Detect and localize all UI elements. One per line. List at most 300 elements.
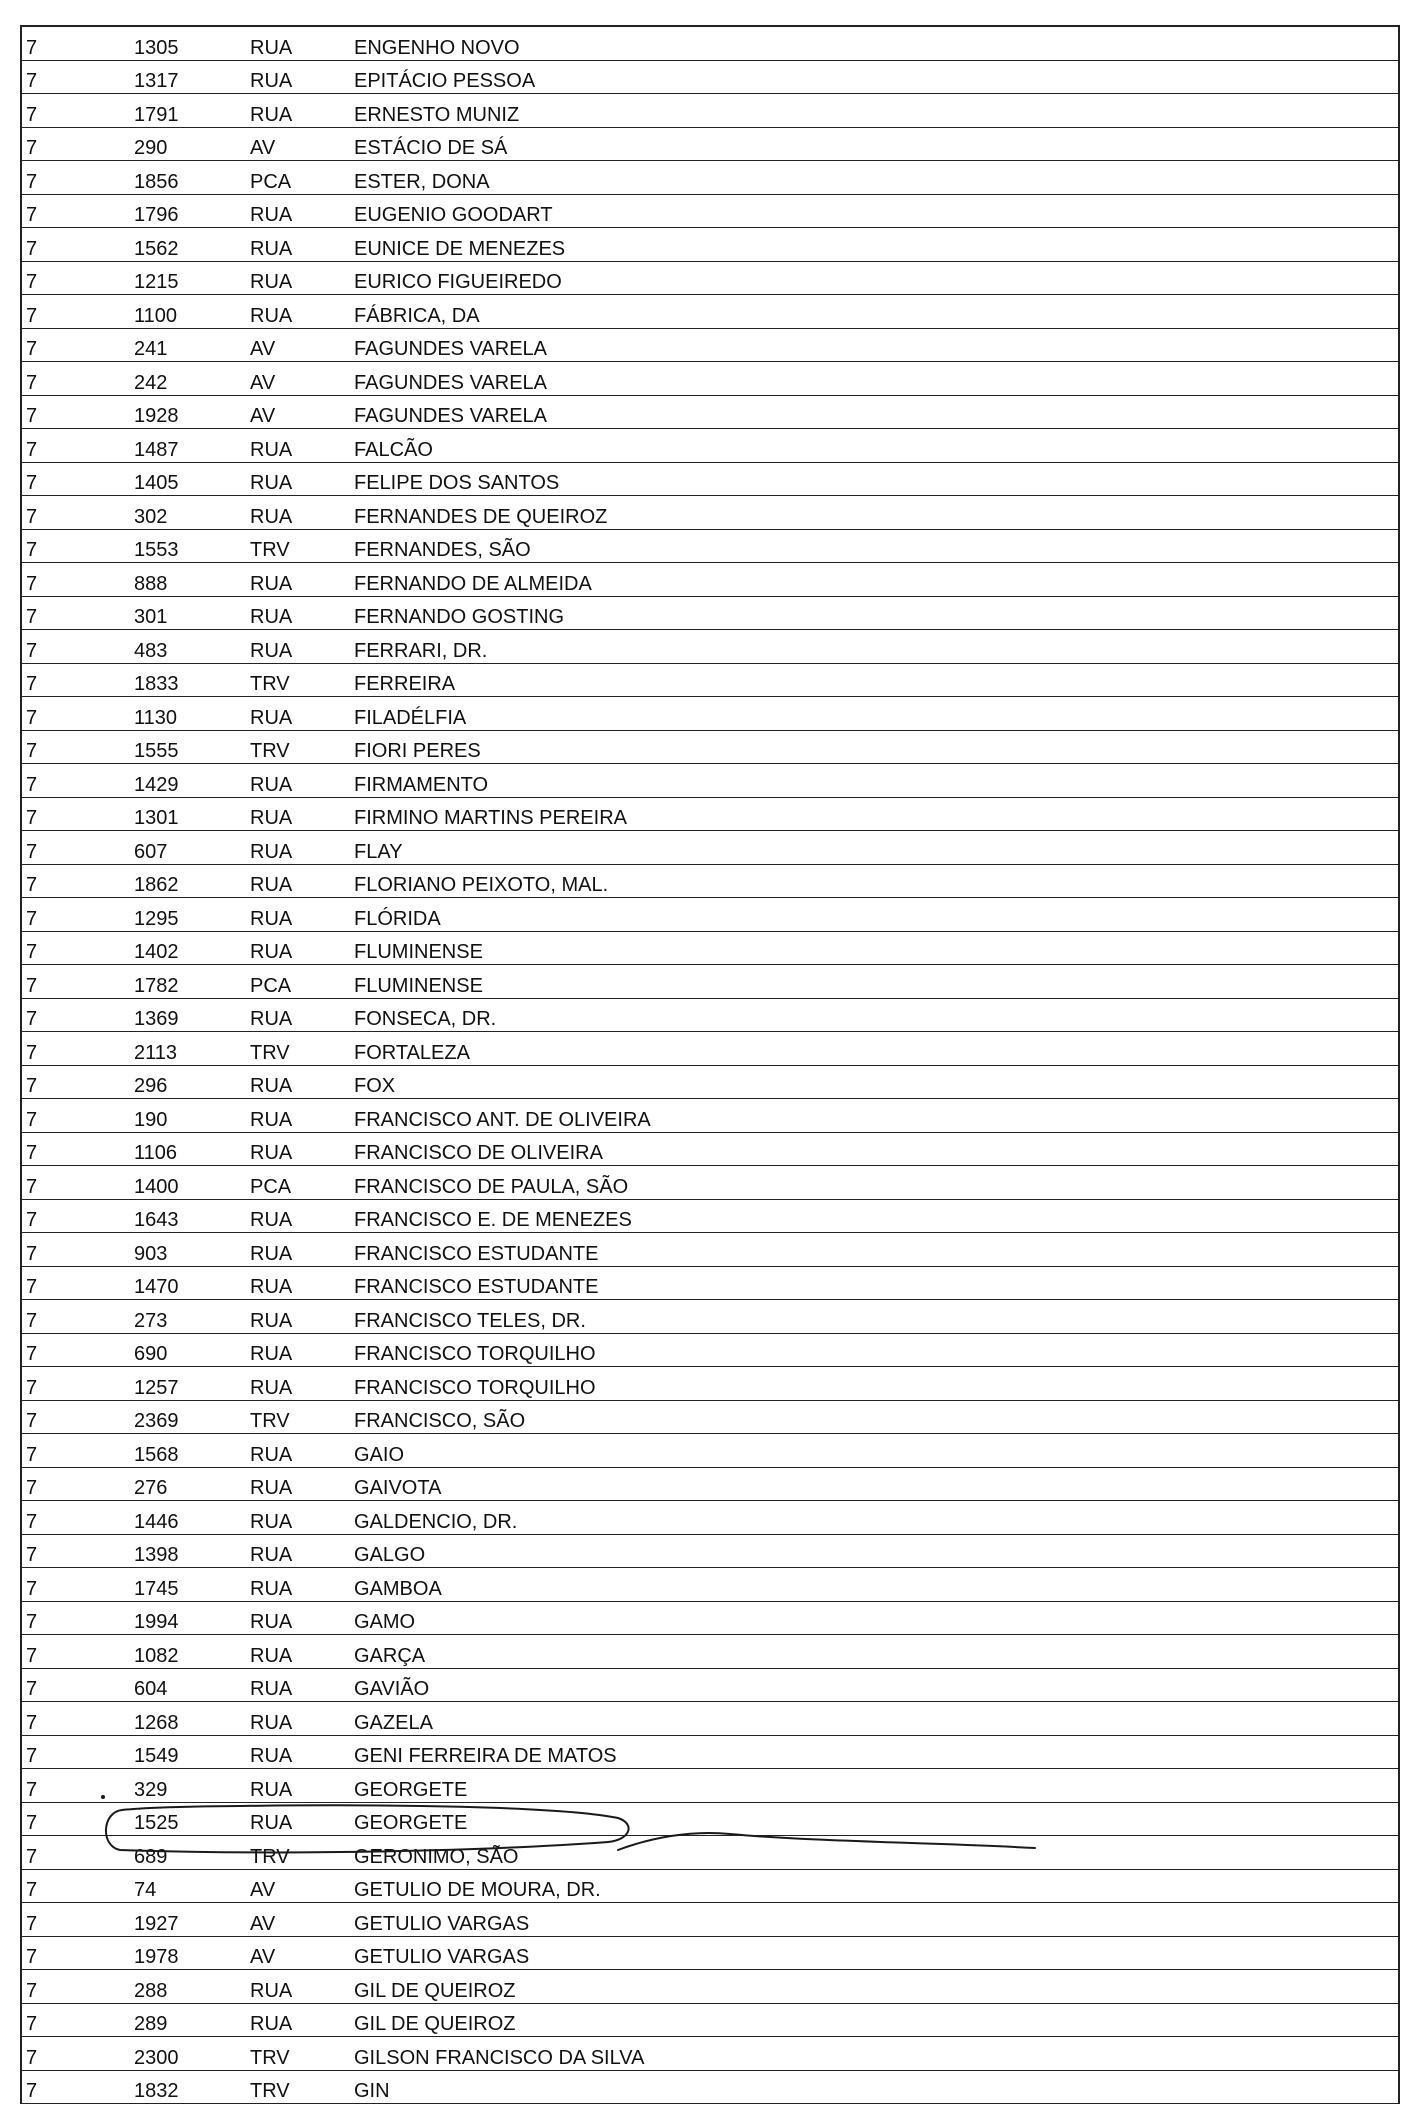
street-name-cell: GIL DE QUEIROZ xyxy=(348,1970,1399,2004)
code-cell: 2113 xyxy=(118,1032,244,1066)
street-name-cell: GARÇA xyxy=(348,1635,1399,1669)
zone-cell: 7 xyxy=(21,1869,118,1903)
table-row xyxy=(21,965,1399,999)
street-type-cell: RUA xyxy=(244,1300,348,1334)
street-type-cell: AV xyxy=(244,1869,348,1903)
zone-cell: 7 xyxy=(21,194,118,228)
zone-cell: 7 xyxy=(21,1132,118,1166)
street-name-cell: FÁBRICA, DA xyxy=(348,295,1399,329)
street-type-cell: AV xyxy=(244,328,348,362)
code-cell: 1398 xyxy=(118,1534,244,1568)
street-name-cell: GALGO xyxy=(348,1534,1399,1568)
street-type-cell: RUA xyxy=(244,1065,348,1099)
zone-cell: 7 xyxy=(21,395,118,429)
street-name-cell: GILSON FRANCISCO DA SILVA xyxy=(348,2037,1399,2071)
table-row xyxy=(21,2037,1399,2071)
street-type-cell: PCA xyxy=(244,161,348,195)
code-cell: 1862 xyxy=(118,864,244,898)
street-name-cell: FERNANDES, SÃO xyxy=(348,529,1399,563)
street-name-cell: FIRMAMENTO xyxy=(348,764,1399,798)
street-name-cell: GEORGETE xyxy=(348,1802,1399,1836)
street-name-cell: FAGUNDES VARELA xyxy=(348,328,1399,362)
code-cell: 1782 xyxy=(118,965,244,999)
street-name-cell: FILADÉLFIA xyxy=(348,697,1399,731)
street-type-cell: TRV xyxy=(244,663,348,697)
street-type-cell: TRV xyxy=(244,1032,348,1066)
street-type-cell: RUA xyxy=(244,1367,348,1401)
street-type-cell: RUA xyxy=(244,1501,348,1535)
street-type-cell: RUA xyxy=(244,1266,348,1300)
table-row xyxy=(21,1400,1399,1434)
street-list-table xyxy=(20,25,1400,2104)
zone-cell: 7 xyxy=(21,529,118,563)
code-cell: 1994 xyxy=(118,1601,244,1635)
street-name-cell: FELIPE DOS SANTOS xyxy=(348,462,1399,496)
code-cell: 1928 xyxy=(118,395,244,429)
table-row xyxy=(21,1367,1399,1401)
table-row xyxy=(21,462,1399,496)
street-name-cell: GAMBOA xyxy=(348,1568,1399,1602)
street-name-cell: GAVIÃO xyxy=(348,1668,1399,1702)
code-cell: 903 xyxy=(118,1233,244,1267)
table-row xyxy=(21,1836,1399,1870)
street-name-cell: GALDENCIO, DR. xyxy=(348,1501,1399,1535)
table-row xyxy=(21,1802,1399,1836)
street-name-cell: FONSECA, DR. xyxy=(348,998,1399,1032)
street-type-cell: RUA xyxy=(244,797,348,831)
table-row xyxy=(21,1601,1399,1635)
zone-cell: 7 xyxy=(21,1903,118,1937)
code-cell: 242 xyxy=(118,362,244,396)
street-type-cell: RUA xyxy=(244,1802,348,1836)
table-row xyxy=(21,1501,1399,1535)
street-type-cell: RUA xyxy=(244,1970,348,2004)
street-type-cell: RUA xyxy=(244,462,348,496)
street-type-cell: RUA xyxy=(244,1668,348,1702)
street-type-cell: RUA xyxy=(244,2003,348,2037)
code-cell: 1257 xyxy=(118,1367,244,1401)
zone-cell: 7 xyxy=(21,60,118,94)
code-cell: 1791 xyxy=(118,94,244,128)
table-row xyxy=(21,1199,1399,1233)
zone-cell: 7 xyxy=(21,630,118,664)
code-cell: 1549 xyxy=(118,1735,244,1769)
zone-cell: 7 xyxy=(21,328,118,362)
zone-cell: 7 xyxy=(21,1702,118,1736)
street-name-cell: FAGUNDES VARELA xyxy=(348,395,1399,429)
code-cell: 1555 xyxy=(118,730,244,764)
zone-cell: 7 xyxy=(21,127,118,161)
code-cell: 1446 xyxy=(118,1501,244,1535)
table-row xyxy=(21,1166,1399,1200)
street-type-cell: TRV xyxy=(244,1400,348,1434)
street-name-cell: FERNANDES DE QUEIROZ xyxy=(348,496,1399,530)
code-cell: 1832 xyxy=(118,2070,244,2104)
code-cell: 1295 xyxy=(118,898,244,932)
street-type-cell: RUA xyxy=(244,1568,348,1602)
street-type-cell: RUA xyxy=(244,60,348,94)
zone-cell: 7 xyxy=(21,1601,118,1635)
street-type-cell: RUA xyxy=(244,26,348,60)
table-row xyxy=(21,730,1399,764)
zone-cell: 7 xyxy=(21,1400,118,1434)
street-type-cell: RUA xyxy=(244,228,348,262)
street-name-cell: FRANCISCO E. DE MENEZES xyxy=(348,1199,1399,1233)
code-cell: 329 xyxy=(118,1769,244,1803)
table-row xyxy=(21,127,1399,161)
zone-cell: 7 xyxy=(21,1166,118,1200)
street-type-cell: RUA xyxy=(244,1199,348,1233)
table-row xyxy=(21,998,1399,1032)
code-cell: 1106 xyxy=(118,1132,244,1166)
street-type-cell: PCA xyxy=(244,1166,348,1200)
zone-cell: 7 xyxy=(21,1333,118,1367)
street-name-cell: FLÓRIDA xyxy=(348,898,1399,932)
street-name-cell: EURICO FIGUEIREDO xyxy=(348,261,1399,295)
zone-cell: 7 xyxy=(21,1635,118,1669)
street-name-cell: FLUMINENSE xyxy=(348,965,1399,999)
table-row xyxy=(21,1668,1399,1702)
table-row xyxy=(21,596,1399,630)
street-type-cell: RUA xyxy=(244,998,348,1032)
table-row xyxy=(21,1099,1399,1133)
table-row xyxy=(21,764,1399,798)
street-name-cell: GENI FERREIRA DE MATOS xyxy=(348,1735,1399,1769)
street-type-cell: TRV xyxy=(244,1836,348,1870)
table-row xyxy=(21,328,1399,362)
table-row xyxy=(21,1702,1399,1736)
zone-cell: 7 xyxy=(21,831,118,865)
table-row xyxy=(21,697,1399,731)
zone-cell: 7 xyxy=(21,730,118,764)
code-cell: 1100 xyxy=(118,295,244,329)
table-row xyxy=(21,1300,1399,1334)
street-type-cell: RUA xyxy=(244,596,348,630)
street-name-cell: GETULIO DE MOURA, DR. xyxy=(348,1869,1399,1903)
street-type-cell: AV xyxy=(244,127,348,161)
street-name-cell: ESTÁCIO DE SÁ xyxy=(348,127,1399,161)
table-row xyxy=(21,496,1399,530)
table-row xyxy=(21,630,1399,664)
street-name-cell: FLORIANO PEIXOTO, MAL. xyxy=(348,864,1399,898)
code-cell: 1927 xyxy=(118,1903,244,1937)
street-name-cell: ENGENHO NOVO xyxy=(348,26,1399,60)
street-name-cell: FORTALEZA xyxy=(348,1032,1399,1066)
street-name-cell: EUGENIO GOODART xyxy=(348,194,1399,228)
zone-cell: 7 xyxy=(21,965,118,999)
street-name-cell: ERNESTO MUNIZ xyxy=(348,94,1399,128)
street-name-cell: FAGUNDES VARELA xyxy=(348,362,1399,396)
street-name-cell: GETULIO VARGAS xyxy=(348,1903,1399,1937)
street-name-cell: GERONIMO, SÃO xyxy=(348,1836,1399,1870)
street-name-cell: GAMO xyxy=(348,1601,1399,1635)
zone-cell: 7 xyxy=(21,1099,118,1133)
table-row xyxy=(21,1869,1399,1903)
zone-cell: 7 xyxy=(21,2037,118,2071)
street-type-cell: RUA xyxy=(244,1702,348,1736)
zone-cell: 7 xyxy=(21,697,118,731)
street-type-cell: RUA xyxy=(244,697,348,731)
zone-cell: 7 xyxy=(21,797,118,831)
zone-cell: 7 xyxy=(21,1266,118,1300)
zone-cell: 7 xyxy=(21,496,118,530)
code-cell: 1268 xyxy=(118,1702,244,1736)
zone-cell: 7 xyxy=(21,596,118,630)
code-cell: 1487 xyxy=(118,429,244,463)
code-cell: 289 xyxy=(118,2003,244,2037)
table-row xyxy=(21,1903,1399,1937)
street-name-cell: FRANCISCO ESTUDANTE xyxy=(348,1266,1399,1300)
table-row xyxy=(21,529,1399,563)
table-row xyxy=(21,1032,1399,1066)
zone-cell: 7 xyxy=(21,1233,118,1267)
zone-cell: 7 xyxy=(21,1970,118,2004)
street-type-cell: RUA xyxy=(244,1467,348,1501)
table-row xyxy=(21,429,1399,463)
street-type-cell: AV xyxy=(244,362,348,396)
street-name-cell: ESTER, DONA xyxy=(348,161,1399,195)
street-type-cell: RUA xyxy=(244,1769,348,1803)
code-cell: 296 xyxy=(118,1065,244,1099)
zone-cell: 7 xyxy=(21,663,118,697)
street-name-cell: FRANCISCO TORQUILHO xyxy=(348,1333,1399,1367)
street-type-cell: AV xyxy=(244,395,348,429)
street-type-cell: RUA xyxy=(244,1132,348,1166)
table-row xyxy=(21,1233,1399,1267)
code-cell: 2369 xyxy=(118,1400,244,1434)
street-type-cell: RUA xyxy=(244,1601,348,1635)
street-name-cell: FRANCISCO DE PAULA, SÃO xyxy=(348,1166,1399,1200)
table-row xyxy=(21,831,1399,865)
code-cell: 276 xyxy=(118,1467,244,1501)
street-name-cell: FRANCISCO TELES, DR. xyxy=(348,1300,1399,1334)
street-type-cell: RUA xyxy=(244,931,348,965)
table-row xyxy=(21,1434,1399,1468)
street-name-cell: FIORI PERES xyxy=(348,730,1399,764)
table-row xyxy=(21,194,1399,228)
street-type-cell: TRV xyxy=(244,529,348,563)
street-type-cell: AV xyxy=(244,1936,348,1970)
street-type-cell: TRV xyxy=(244,730,348,764)
street-name-cell: FRANCISCO, SÃO xyxy=(348,1400,1399,1434)
zone-cell: 7 xyxy=(21,1467,118,1501)
street-type-cell: AV xyxy=(244,1903,348,1937)
table-row xyxy=(21,1735,1399,1769)
code-cell: 290 xyxy=(118,127,244,161)
street-name-cell: GETULIO VARGAS xyxy=(348,1936,1399,1970)
code-cell: 273 xyxy=(118,1300,244,1334)
zone-cell: 7 xyxy=(21,2070,118,2104)
zone-cell: 7 xyxy=(21,1032,118,1066)
code-cell: 1215 xyxy=(118,261,244,295)
code-cell: 1833 xyxy=(118,663,244,697)
street-name-cell: GIL DE QUEIROZ xyxy=(348,2003,1399,2037)
zone-cell: 7 xyxy=(21,1534,118,1568)
street-type-cell: RUA xyxy=(244,630,348,664)
zone-cell: 7 xyxy=(21,2003,118,2037)
zone-cell: 7 xyxy=(21,228,118,262)
street-name-cell: FLAY xyxy=(348,831,1399,865)
zone-cell: 7 xyxy=(21,1802,118,1836)
code-cell: 288 xyxy=(118,1970,244,2004)
street-name-cell: FERRARI, DR. xyxy=(348,630,1399,664)
zone-cell: 7 xyxy=(21,295,118,329)
zone-cell: 7 xyxy=(21,1769,118,1803)
street-type-cell: RUA xyxy=(244,864,348,898)
code-cell: 1405 xyxy=(118,462,244,496)
street-type-cell: RUA xyxy=(244,764,348,798)
zone-cell: 7 xyxy=(21,261,118,295)
zone-cell: 7 xyxy=(21,1434,118,1468)
street-name-cell: GAIO xyxy=(348,1434,1399,1468)
code-cell: 1553 xyxy=(118,529,244,563)
code-cell: 1369 xyxy=(118,998,244,1032)
table-row xyxy=(21,1065,1399,1099)
table-row xyxy=(21,1936,1399,1970)
street-name-cell: FALCÃO xyxy=(348,429,1399,463)
code-cell: 1082 xyxy=(118,1635,244,1669)
table-row xyxy=(21,563,1399,597)
street-name-cell: EPITÁCIO PESSOA xyxy=(348,60,1399,94)
code-cell: 483 xyxy=(118,630,244,664)
code-cell: 1301 xyxy=(118,797,244,831)
table-row xyxy=(21,1266,1399,1300)
street-type-cell: RUA xyxy=(244,496,348,530)
street-type-cell: RUA xyxy=(244,295,348,329)
table-row xyxy=(21,295,1399,329)
street-name-cell: FERNANDO GOSTING xyxy=(348,596,1399,630)
table-row xyxy=(21,1467,1399,1501)
code-cell: 241 xyxy=(118,328,244,362)
street-type-cell: RUA xyxy=(244,1735,348,1769)
zone-cell: 7 xyxy=(21,1065,118,1099)
street-type-cell: RUA xyxy=(244,1534,348,1568)
code-cell: 1305 xyxy=(118,26,244,60)
code-cell: 1745 xyxy=(118,1568,244,1602)
zone-cell: 7 xyxy=(21,1501,118,1535)
code-cell: 1470 xyxy=(118,1266,244,1300)
code-cell: 689 xyxy=(118,1836,244,1870)
table-row xyxy=(21,228,1399,262)
zone-cell: 7 xyxy=(21,931,118,965)
zone-cell: 7 xyxy=(21,1199,118,1233)
table-row xyxy=(21,864,1399,898)
street-name-cell: FRANCISCO ESTUDANTE xyxy=(348,1233,1399,1267)
code-cell: 1130 xyxy=(118,697,244,731)
table-row xyxy=(21,94,1399,128)
zone-cell: 7 xyxy=(21,1668,118,1702)
street-type-cell: RUA xyxy=(244,1434,348,1468)
street-name-cell: FERNANDO DE ALMEIDA xyxy=(348,563,1399,597)
zone-cell: 7 xyxy=(21,94,118,128)
table-row xyxy=(21,1132,1399,1166)
street-type-cell: RUA xyxy=(244,261,348,295)
table-row xyxy=(21,1333,1399,1367)
zone-cell: 7 xyxy=(21,1568,118,1602)
street-type-cell: RUA xyxy=(244,429,348,463)
street-type-cell: RUA xyxy=(244,563,348,597)
street-type-cell: RUA xyxy=(244,1099,348,1133)
street-type-cell: TRV xyxy=(244,2070,348,2104)
street-type-cell: PCA xyxy=(244,965,348,999)
table-row xyxy=(21,161,1399,195)
table-row xyxy=(21,1534,1399,1568)
table-row xyxy=(21,60,1399,94)
zone-cell: 7 xyxy=(21,898,118,932)
zone-cell: 7 xyxy=(21,764,118,798)
code-cell: 604 xyxy=(118,1668,244,1702)
street-name-cell: FRANCISCO DE OLIVEIRA xyxy=(348,1132,1399,1166)
code-cell: 1429 xyxy=(118,764,244,798)
zone-cell: 7 xyxy=(21,1367,118,1401)
table-row xyxy=(21,261,1399,295)
street-name-cell: FERREIRA xyxy=(348,663,1399,697)
street-type-cell: RUA xyxy=(244,194,348,228)
zone-cell: 7 xyxy=(21,1836,118,1870)
code-cell: 1796 xyxy=(118,194,244,228)
table-row xyxy=(21,797,1399,831)
code-cell: 1978 xyxy=(118,1936,244,1970)
code-cell: 888 xyxy=(118,563,244,597)
street-name-cell: GAZELA xyxy=(348,1702,1399,1736)
street-name-cell: EUNICE DE MENEZES xyxy=(348,228,1399,262)
street-type-cell: RUA xyxy=(244,831,348,865)
zone-cell: 7 xyxy=(21,1300,118,1334)
code-cell: 302 xyxy=(118,496,244,530)
street-name-cell: GEORGETE xyxy=(348,1769,1399,1803)
code-cell: 690 xyxy=(118,1333,244,1367)
code-cell: 2300 xyxy=(118,2037,244,2071)
zone-cell: 7 xyxy=(21,462,118,496)
table-row xyxy=(21,26,1399,60)
street-name-cell: FRANCISCO TORQUILHO xyxy=(348,1367,1399,1401)
code-cell: 1400 xyxy=(118,1166,244,1200)
table-row xyxy=(21,1568,1399,1602)
zone-cell: 7 xyxy=(21,864,118,898)
zone-cell: 7 xyxy=(21,429,118,463)
code-cell: 1562 xyxy=(118,228,244,262)
table-row xyxy=(21,1970,1399,2004)
street-type-cell: RUA xyxy=(244,1233,348,1267)
street-type-cell: TRV xyxy=(244,2037,348,2071)
code-cell: 1856 xyxy=(118,161,244,195)
zone-cell: 7 xyxy=(21,26,118,60)
code-cell: 190 xyxy=(118,1099,244,1133)
zone-cell: 7 xyxy=(21,362,118,396)
code-cell: 301 xyxy=(118,596,244,630)
code-cell: 607 xyxy=(118,831,244,865)
table-row xyxy=(21,395,1399,429)
street-type-cell: RUA xyxy=(244,94,348,128)
street-list-body xyxy=(21,26,1399,2104)
code-cell: 1402 xyxy=(118,931,244,965)
street-type-cell: RUA xyxy=(244,898,348,932)
table-row xyxy=(21,1769,1399,1803)
code-cell: 1643 xyxy=(118,1199,244,1233)
street-name-cell: FRANCISCO ANT. DE OLIVEIRA xyxy=(348,1099,1399,1133)
table-row xyxy=(21,663,1399,697)
street-name-cell: GIN xyxy=(348,2070,1399,2104)
table-row xyxy=(21,362,1399,396)
table-row xyxy=(21,1635,1399,1669)
table-row xyxy=(21,898,1399,932)
zone-cell: 7 xyxy=(21,1735,118,1769)
code-cell: 1317 xyxy=(118,60,244,94)
table-row xyxy=(21,2003,1399,2037)
zone-cell: 7 xyxy=(21,563,118,597)
street-type-cell: RUA xyxy=(244,1333,348,1367)
zone-cell: 7 xyxy=(21,1936,118,1970)
